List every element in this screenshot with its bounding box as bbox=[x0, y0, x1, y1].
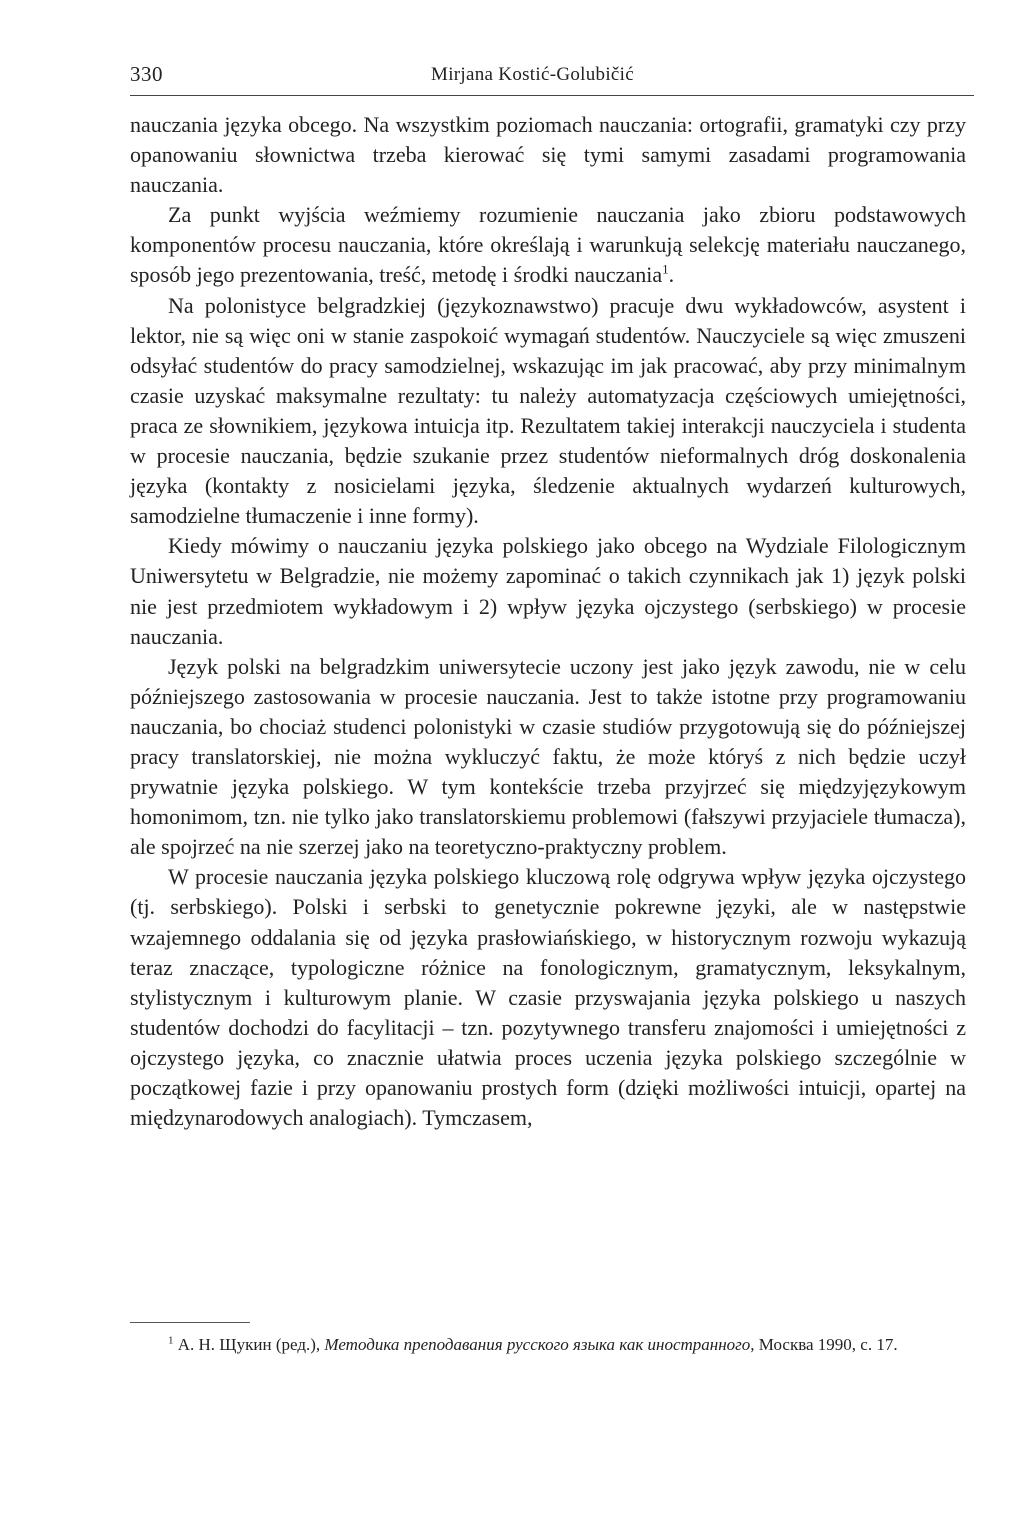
footnote bbox=[130, 1332, 966, 1358]
paragraph-2-text: Za punkt wyjścia weźmiemy rozumienie nauczania jako zbioru podstawowych komponentów procesu nauczania, które określają i warunkują selekcję materiału nauczanego, sposób jego prezentowania, treść, metodę i środki nauczania bbox=[130, 202, 966, 288]
footnote-place: Москва 1990, с. 17. bbox=[758, 1335, 898, 1354]
page-number: 330 bbox=[130, 62, 163, 86]
paragraph-4: Kiedy mówimy o nauczaniu języka polskiego jako obcego na Wydziale Filologicznym Uniwersytetu w Belgradzie, nie możemy zapominać o takich czynnikach jak 1) język polski nie jest przedmiotem wykładowym i 2) wpływ języka ojczystego (serbskiego) w procesie nauczania. bbox=[130, 533, 966, 649]
footnote-rule bbox=[130, 1322, 250, 1323]
footnote-reference[interactable]: 1 bbox=[662, 262, 669, 278]
paragraph-5: Język polski na belgradzkim uniwersytecie uczony jest jako język zawodu, nie w celu późniejszego zastosowania w procesie nauczania. Jest to także istotne przy programowaniu nauczania, bo chociaż studenci polonistyki w czasie studiów przygotowują się do późniejszej pracy translatorskiej, nie można wykluczyć faktu, że może któryś z nich będzie uczył prywatnie języka polskiego. W tym kontekście trzeba przyjrzeć się międzyjęzykowym homonimom, tzn. nie tylko jako translatorskiemu problemowi (fałszywi przyjaciele tłumacza), ale spojrzeć na nie szerzej jako na teoretyczno-praktyczny problem. bbox=[130, 653, 966, 860]
footnote-title: Методика преподавания русского языка как иностранного, bbox=[324, 1335, 755, 1354]
header-rule bbox=[130, 95, 974, 96]
paragraph-3: Na polonistyce belgradzkiej (językoznawstwo) pracuje dwu wykładowców, asystent i lektor, nie są więc oni w stanie zaspokoić wymagań studentów. Nauczyciele są więc zmuszeni odsyłać studentów do pracy samodzielnej, wskazując im jak pracować, aby przy minimalnym czasie uzyskać maksymalne rezultaty: tu należy automatyzacja częściowych umiejętności, praca ze słownikiem, językowa intuicja itp. Rezultatem takiej interakcji nauczyciela i studenta w procesie nauczania, będzie szukanie przez studentów nieformalnych dróg doskonalenia języka (kontakty z nosicielami języka, śledzenie aktualnych wydarzeń kulturowych, samodzielne tłumaczenie i inne formy). bbox=[130, 292, 966, 529]
page-header bbox=[130, 62, 974, 92]
footnote-author: А. Н. Щукин (ред.), bbox=[177, 1335, 321, 1354]
paragraph-1: nauczania języka obcego. Na wszystkim poziomach nauczania: ortografii, gramatyki czy przy opanowaniu słownictwa trzeba kierować się tymi samymi zasadami programowania nauczania. bbox=[130, 112, 966, 198]
running-head-author: Mirjana Kostić-Golubičić bbox=[431, 64, 634, 85]
paragraph-2-end: . bbox=[668, 262, 675, 288]
body-text bbox=[130, 110, 966, 1133]
paragraph-2 bbox=[130, 200, 966, 290]
paragraph-6: W procesie nauczania języka polskiego kluczową rolę odgrywa wpływ języka ojczystego (tj. serbskiego). Polski i serbski to genetycznie pokrewne języki, ale w następstwie wzajemnego oddalania się od języka prasłowiańskiego, w historycznym rozwoju wykazują teraz znaczące, typologiczne różnice na fonologicznym, gramatycznym, leksykalnym, stylistycznym i kulturowym planie. W czasie przyswajania języka polskiego u naszych studentów dochodzi do facylitacji – tzn. pozytywnego transferu znajomości i umiejętności z ojczystego języka, co znacznie ułatwia proces uczenia języka polskiego szczególnie w początkowej fazie i przy opanowaniu prostych form (dzięki możliwości intuicji, opartej na międzynarodowych analogiach). Tymczasem, bbox=[130, 864, 966, 1131]
footnote-mark: 1 bbox=[168, 1334, 174, 1347]
